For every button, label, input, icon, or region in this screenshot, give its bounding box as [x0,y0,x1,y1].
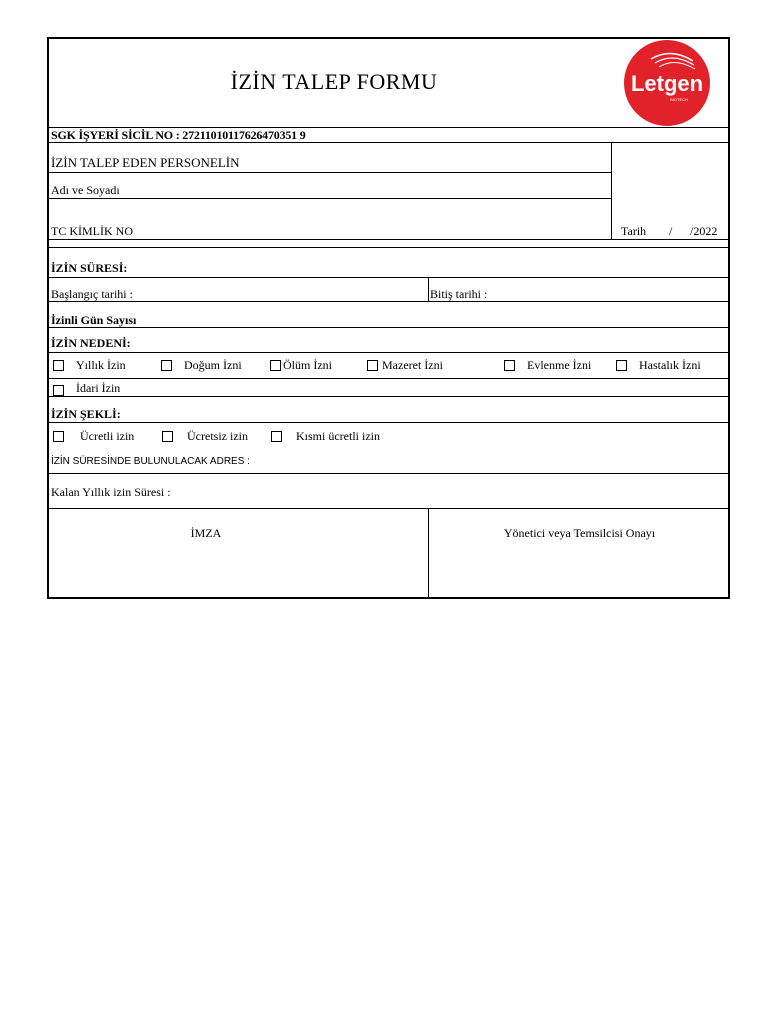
reason-illness[interactable]: Hastalık İzni [616,358,701,373]
checkbox[interactable] [162,431,173,442]
date-slash: / [669,224,673,238]
reason-header: İZİN NEDENİ: [51,336,131,350]
remaining-leave-label: Kalan Yıllık izin Süresi : [51,485,171,499]
date-label: Tarih [621,224,647,238]
type-header: İZİN ŞEKLİ: [51,407,121,421]
reason-excuse[interactable]: Mazeret İzni [367,358,443,373]
leave-request-form [47,37,730,599]
end-date-label: Bitiş tarihi : [430,287,488,301]
checkbox[interactable] [367,360,378,371]
start-date-label: Başlangıç tarihi : [51,287,133,301]
date-year: /2022 [690,224,718,238]
sgk-number: SGK İŞYERİ SİCİL NO : 27211010117626470351 9 [51,128,306,142]
approval-label: Yönetici veya Temsilcisi Onayı [503,526,656,540]
checkbox[interactable] [616,360,627,371]
reason-death[interactable]: Ölüm İzni [270,358,332,373]
checkbox[interactable] [53,385,64,396]
svg-text:BIOTECH: BIOTECH [670,97,688,102]
checkbox[interactable] [504,360,515,371]
name-label: Adı ve Soyadı [51,183,120,197]
checkbox[interactable] [53,431,64,442]
reason-maternity[interactable]: Doğum İzni [161,358,242,373]
tc-label: TC KİMLİK NO [51,224,133,238]
checkbox[interactable] [161,360,172,371]
checkbox[interactable] [270,360,281,371]
checkbox[interactable] [53,360,64,371]
reason-marriage[interactable]: Evlenme İzni [504,358,591,373]
address-label: İZİN SÜRESİNDE BULUNULACAK ADRES : [51,456,250,467]
letgen-logo [621,39,713,127]
personnel-header: İZİN TALEP EDEN PERSONELİN [51,155,240,170]
reason-annual[interactable]: Yıllık İzin [53,358,126,373]
type-paid[interactable]: Ücretli izin [53,429,134,444]
form-title: İZİN TALEP FORMU [230,69,438,94]
days-count-label: İzinli Gün Sayısı [51,313,137,327]
signature-label: İMZA [190,526,222,540]
reason-administrative[interactable]: İdari İzin [53,381,120,396]
type-unpaid[interactable]: Ücretsiz izin [162,429,248,444]
checkbox[interactable] [271,431,282,442]
type-partial-paid[interactable]: Kısmi ücretli izin [271,429,380,444]
duration-header: İZİN SÜRESİ: [51,261,128,275]
svg-text:Letgen: Letgen [630,71,704,96]
